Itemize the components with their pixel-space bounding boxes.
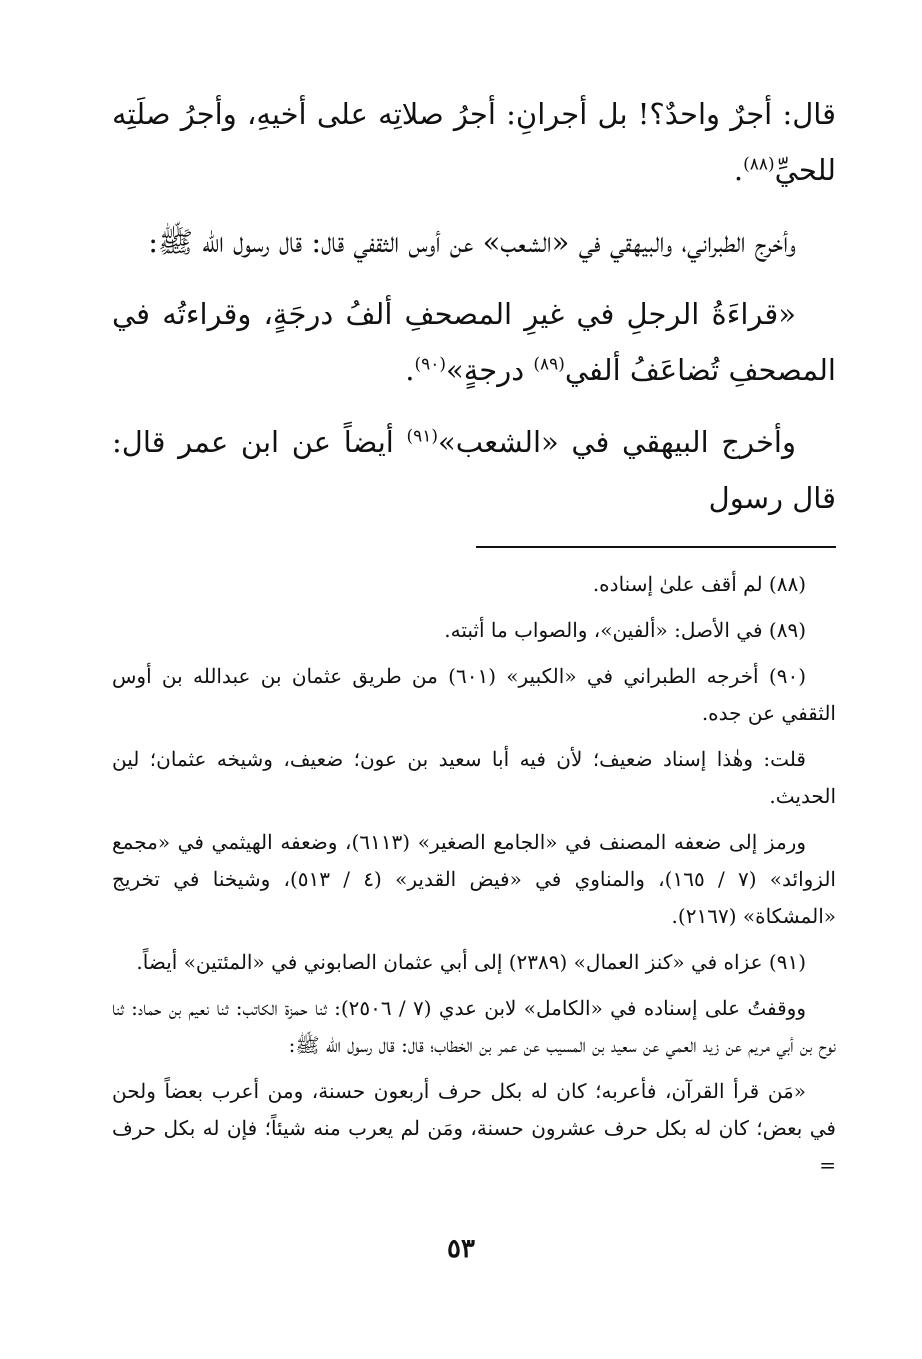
footnote-ref-91[interactable]: (٩١) [406, 426, 439, 447]
footnote-90: (٩٠) أخرجه الطبراني في «الكبير» (٦٠١) من طريق عثمان بن عبدالله بن أوس الثقفي عن جده. [112, 664, 836, 725]
footnote-90-references: ورمز إلى ضعفه المصنف في «الجامع الصغير» (٦١١٣)، وضعفه الهيثمي في «مجمع الزوائد» (٧ / ١٦٥)، والمناوي في «فيض القدير» (٤ / ٥١٣)، وشيخنا في تخريج «المشكاة» (٢١٦٧). [112, 830, 836, 928]
footnotes [112, 566, 836, 1184]
footnote-91-hadith: «مَن قرأ القرآن، فأعربه؛ كان له بكل حرف أربعون حسنة، ومن أعرب بعضاً ولحن في بعض؛ كان له بكل حرف عشرون حسنة، ومَن لم يعرب منه شيئاً؛ فإن له بكل حرف = [112, 1079, 836, 1177]
footnote-ref-90[interactable]: (٩٠) [414, 354, 446, 375]
footnote-90-comment: قلت: وهٰذا إسناد ضعيف؛ لأن فيه أبا سعيد بن عون؛ ضعيف، وشيخه عثمان؛ لين الحديث. [112, 747, 836, 808]
footnote-ref-89[interactable]: (٨٩) [533, 354, 565, 375]
footnote-91-isnad: ووقفتُ على إسناده في «الكامل» لابن عدي (٧ / ٢٥٠٦): ثنا حمزة الكاتب: ثنا نعيم بن حماد: ثنا نوح بن أبي مريم عن زيد العمي عن سعيد بن المسيب عن عمر بن الخطاب؛ قال: قال رسول الله ﷺ: [112, 996, 836, 1057]
paragraph-1: قال: أجرٌ واحدٌ؟! بل أجرانِ: أجرُ صلاتِه على أخيهِ، وأجرُ صلَتِه للحيِّ$^{(٨٨)}$. [112, 97, 836, 187]
paragraph-3: «قراءَةُ الرجلِ في غيرِ المصحفِ ألفُ درجَةٍ، وقراءتُه في المصحفِ تُضاعَفُ ألفي$^{(٨٩)}$ درجةٍ»$^{(٩٠)}$. [112, 297, 836, 387]
paragraph-4: وأخرج البيهقي في «الشعب»$^{(٩١)}$ أيضاً عن ابن عمر قال: قال رسول [112, 425, 836, 515]
footnote-separator [476, 546, 836, 548]
footnote-separator-wrap [112, 542, 836, 566]
footnote-ref-88[interactable]: (٨٨) [743, 154, 775, 175]
footnote-91: (٩١) عزاه في «كنز العمال» (٢٣٨٩) إلى أبي عثمان الصابوني في «المئتين» أيضاً. [136, 950, 806, 974]
page-number: ٥٣ [447, 1234, 475, 1264]
paragraph-2: وأخرج الطبراني، والبيهقي في «الشعب» عن أوس الثقفي قال: قال رسول الله ﷺ: [148, 225, 796, 259]
footnote-88: (٨٨) لم أقف علىٰ إسناده. [592, 572, 806, 596]
main-text [112, 86, 836, 526]
footnote-89: (٨٩) في الأصل: «ألفين»، والصواب ما أثبته. [444, 618, 806, 642]
